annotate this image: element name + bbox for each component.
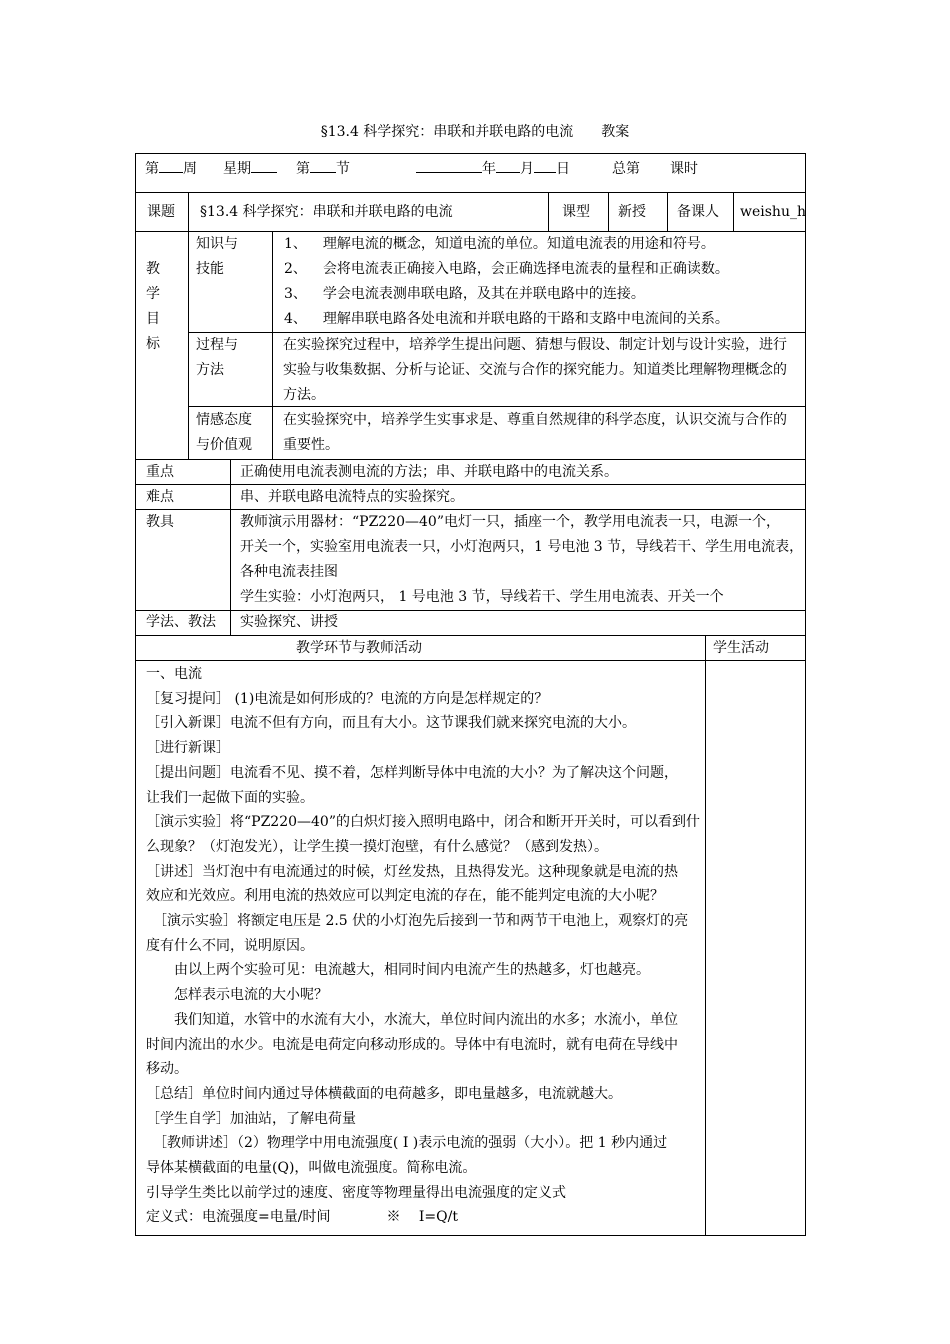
lesson-label: 第 节	[296, 157, 350, 182]
preparer-value: weishu_h	[740, 204, 806, 220]
attitude-label: 情感态度 与价值观	[196, 412, 252, 453]
lesson-type-label: 课型	[562, 204, 590, 220]
col-divider	[733, 192, 734, 231]
week-label: 第 周	[145, 157, 197, 182]
methods-text: 实验探究、讲授	[240, 614, 338, 630]
goals-label: 教 学 目 标	[146, 261, 160, 352]
date-label: 年 月 日	[416, 157, 570, 182]
equipment-label: 教具	[146, 514, 174, 530]
list-item: 2、 会将电流表正确接入电路，会正确选择电流表的量程和正确读数。	[284, 261, 729, 277]
col-divider	[548, 192, 549, 231]
student-activities-header: 学生活动	[713, 640, 769, 656]
key-point-label: 重点	[146, 464, 174, 480]
row-divider	[135, 610, 806, 611]
attitude-text: 在实验探究中，培养学生实事求是、尊重自然规律的科学态度，认识交流与合作的 重要性。	[283, 412, 787, 453]
col-divider	[608, 192, 609, 231]
teaching-content: 一、电流 ［复习提问］ (1)电流是如何形成的？电流的方向是怎样规定的？ ［引入新课］电流不但有方向，而且有大小。这节课我们就来探究电流的大小。 ［进行新课］ ［提出问题］电流看不见、摸不着，怎样判断导体中电流的大小？为了解决这个问题， 让我们一起做下面的实验。 ［演示实验］将“PZ220—40”的白炽灯接入照明电路中，闭合和断开开关时，可以看到什 么现象？（灯泡发光），让学生摸一摸灯泡壁，有什么感觉？（感到发热）。 ［讲述］当灯泡中有电流通过的时候，灯丝发热，且热得发光。这种现象就是电流的热 效应和光效应。利用电流的热效应可以判定电流的存在，能不能判定电流的大小呢？ ［演示实验］将额定电压是 2.5 伏的小灯泡先后接到一节和两节干电池上，观察灯的亮 度有什么不同，说明原因。 由以上两个实验可见：电流越大，相同时间内电流产生的热越多，灯也越亮。 怎样表示电流的大小呢？ 我们知道，水管中的水流有大小，水流大，单位时间内流出的水多；水流小，单位 时间内流出的水少。电流是电荷定向移动形成的。导体中有电流时，就有电荷在导线中 移动。 ［总结］单位时间内通过导体横截面的电荷越多，即电量越多，电流就越大。 ［学生自学］加油站，了解电荷量 ［教师讲述］（2）物理学中用电流强度( I )表示电流的强弱（大小）。把 1 秒内通过 导体某横截面的电量(Q)，叫做电流强度。简称电流。 引导学生类比以前学过的速度、密度等物理量得出电流强度的定义式 定义式：电流强度=电量/时间 ※ I=Q/t	[146, 666, 700, 1226]
weekday-label: 星期	[223, 157, 277, 182]
topic-label: 课题	[147, 204, 175, 220]
knowledge-list	[284, 232, 729, 332]
teacher-activities-header: 教学环节与教师活动	[296, 640, 422, 656]
process-text: 在实验探究过程中，培养学生提出问题、猜想与假设、制定计划与设计实验，进行 实验与收集数据、分析与论证、交流与合作的探究能力。知道类比理解物理概念的 方法。	[283, 337, 787, 403]
methods-label: 学法、教法	[146, 614, 216, 630]
list-item: 3、 学会电流表测串联电路，及其在并联电路中的连接。	[284, 286, 645, 302]
knowledge-label: 知识与 技能	[196, 236, 238, 277]
process-label: 过程与 方法	[196, 337, 238, 378]
col-divider	[230, 459, 231, 635]
col-divider	[667, 192, 668, 231]
document-title: §13.4 科学探究：串联和并联电路的电流 教案	[320, 124, 630, 140]
list-item: 4、 理解串联电路各处电流和并联电路的干路和支路中电流间的关系。	[284, 311, 729, 327]
col-divider	[188, 192, 189, 459]
difficulty-label: 难点	[146, 489, 174, 505]
period-label: 课时	[670, 161, 698, 177]
col-divider	[272, 231, 273, 459]
col-divider	[705, 635, 706, 1236]
difficulty-text: 串、并联电路电流特点的实验探究。	[240, 489, 464, 505]
list-item: 1、 理解电流的概念，知道电流的单位。知道电流表的用途和符号。	[284, 236, 715, 252]
preparer-label: 备课人	[677, 204, 719, 220]
total-label: 总第	[612, 161, 640, 177]
topic-value: §13.4 科学探究：串联和并联电路的电流	[200, 204, 453, 220]
lesson-type-value: 新授	[618, 204, 646, 220]
equipment-text: 教师演示用器材：“PZ220—40”电灯一只，插座一个，教学用电流表一只，电源一个， 开关一个，实验室用电流表一只，小灯泡两只，1 号电池 3 节，导线若干、学生用电流表， 各种电流表挂图 学生实验：小灯泡两只， 1 号电池 3 节，导线若干、学生用电流表、开关一个	[240, 514, 804, 605]
key-point-text: 正确使用电流表测电流的方法；串、并联电路中的电流关系。	[240, 464, 618, 480]
